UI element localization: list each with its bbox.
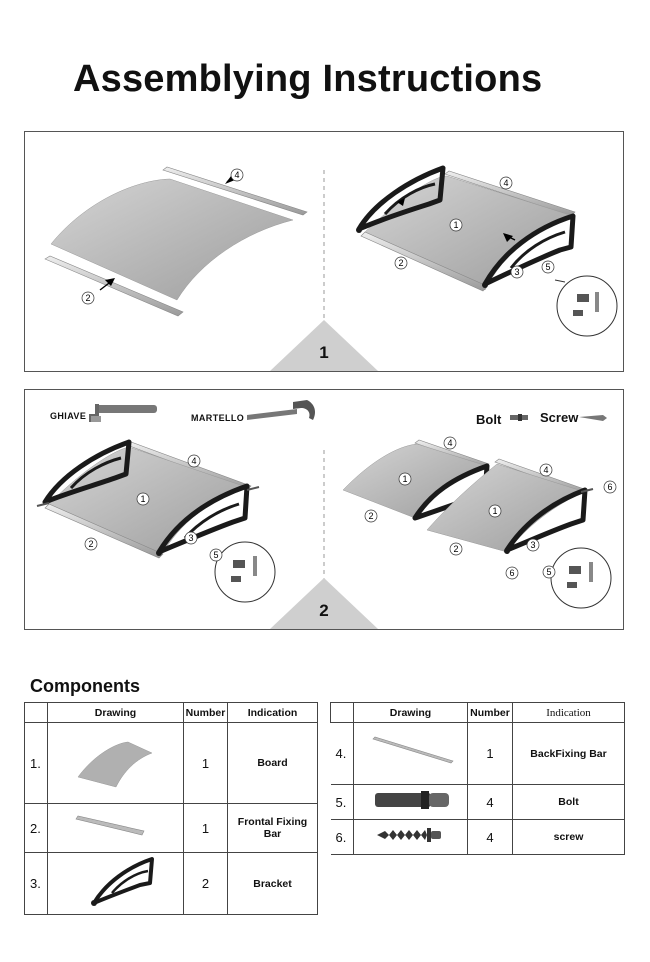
svg-text:5: 5 (546, 567, 552, 577)
hammer-icon (247, 400, 315, 420)
col-number: Number (184, 703, 228, 723)
bolt-detail-callout (215, 542, 275, 602)
page-title: Assemblying Instructions (73, 58, 543, 100)
svg-text:4: 4 (543, 465, 549, 475)
svg-text:4: 4 (447, 438, 453, 448)
table-row: 4. 1 BackFixing Bar (331, 723, 625, 785)
callout-1: 1 (453, 220, 459, 230)
screw-label: Screw (540, 410, 579, 425)
table-row: 6. 4 screw (331, 820, 625, 855)
col-drawing: Drawing (354, 703, 468, 723)
svg-text:6: 6 (509, 568, 515, 578)
col-indication: Indication (228, 703, 318, 723)
step-1-panel (24, 131, 624, 372)
callout-5: 5 (545, 262, 551, 272)
svg-text:2: 2 (88, 539, 94, 549)
bolt-icon-small (510, 414, 528, 421)
hammer-label: MARTELLO (191, 413, 245, 423)
bolt-label: Bolt (476, 412, 502, 427)
bolt-detail-callout (551, 548, 611, 608)
frontal-fixing-bar-icon (48, 804, 184, 853)
col-drawing: Drawing (48, 703, 184, 723)
components-heading: Components (30, 676, 140, 696)
col-indication: Indication (513, 703, 625, 723)
table-row: 1. 1 Board (25, 723, 318, 804)
step-number: 1 (319, 343, 329, 362)
col-number: Number (468, 703, 513, 723)
svg-text:5: 5 (213, 550, 219, 560)
step-number: 2 (319, 601, 329, 620)
step-2-illustration (25, 390, 623, 629)
table-row: 3. 2 Bracket (25, 853, 318, 915)
callout-2: 2 (85, 293, 91, 303)
step-1-illustration (25, 132, 623, 371)
callout-4: 4 (503, 178, 509, 188)
step-2-panel (24, 389, 624, 630)
components-table-right (330, 702, 625, 855)
svg-text:1: 1 (492, 506, 498, 516)
svg-text:6: 6 (607, 482, 613, 492)
callout-3: 3 (514, 267, 520, 277)
callout-4: 4 (234, 170, 240, 180)
screw-icon (354, 820, 468, 855)
assembled-canopy-1 (356, 168, 575, 291)
table-row: 5. 4 Bolt (331, 785, 625, 820)
svg-text:1: 1 (402, 474, 408, 484)
assembled-canopy-2b (343, 440, 593, 554)
components-table-left (24, 702, 318, 915)
table-row: 2. 1 Frontal Fixing Bar (25, 804, 318, 853)
callout-2: 2 (398, 258, 404, 268)
back-fixing-bar-icon (354, 723, 468, 785)
bolt-detail-callout (555, 276, 617, 336)
svg-text:4: 4 (191, 456, 197, 466)
svg-text:3: 3 (530, 540, 536, 550)
bracket-icon (48, 853, 184, 915)
svg-text:1: 1 (140, 494, 146, 504)
wrench-label: GHIAVE (50, 411, 87, 421)
svg-text:2: 2 (453, 544, 459, 554)
wrench-icon (89, 404, 157, 422)
screw-icon-small (579, 415, 607, 421)
svg-text:2: 2 (368, 511, 374, 521)
board-icon (48, 723, 184, 804)
bolt-icon (354, 785, 468, 820)
svg-text:3: 3 (188, 533, 194, 543)
